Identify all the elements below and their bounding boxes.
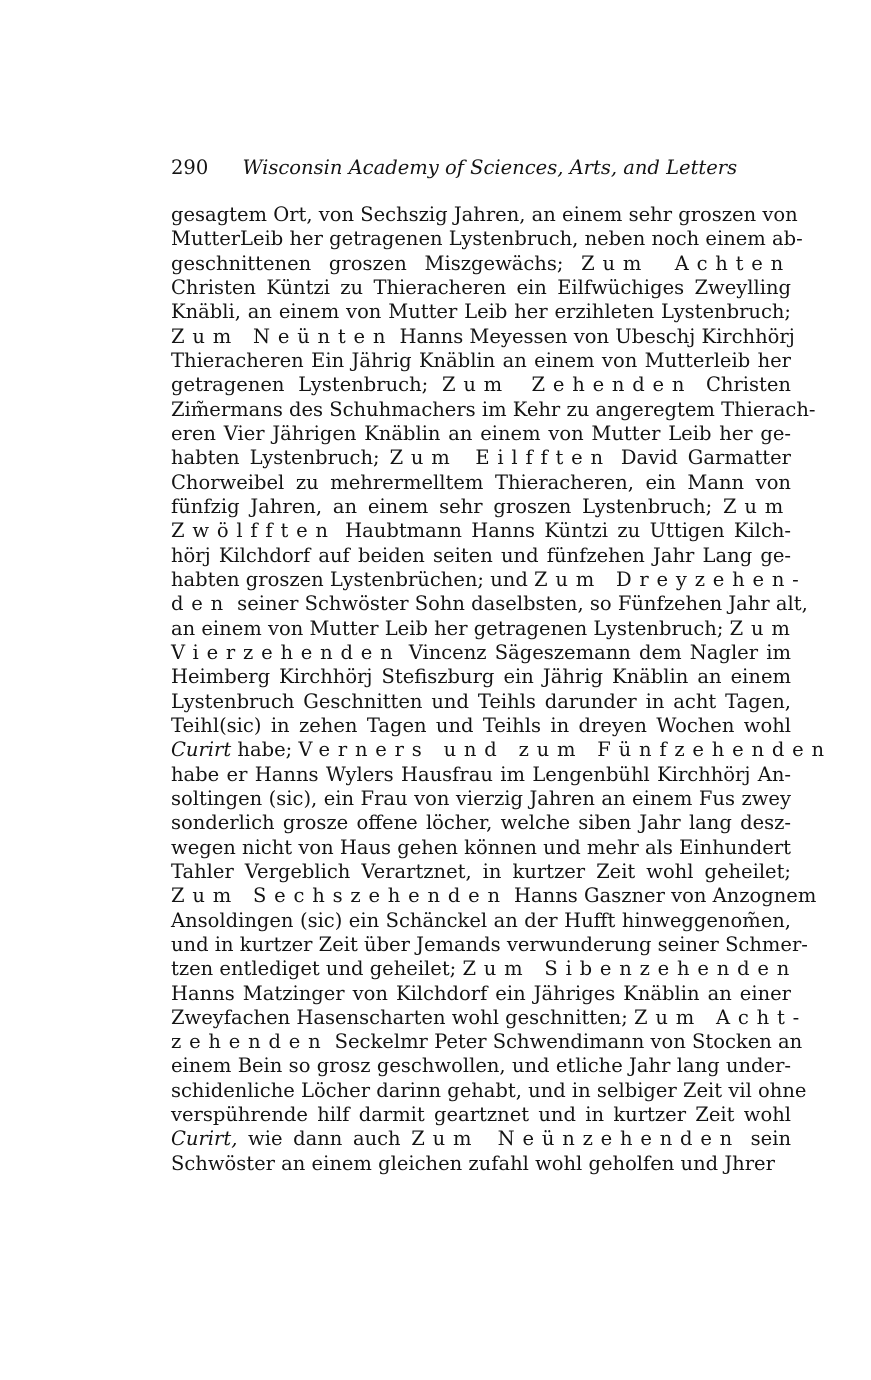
text-line: [171, 787, 791, 811]
spaced-heading-text: Zum Neünten: [171, 324, 394, 348]
text-segment: habe;: [231, 738, 299, 762]
text-line: [171, 641, 791, 665]
text-line: [171, 738, 832, 762]
text-line: [171, 763, 791, 787]
text-segment: Hanns Matzinger von Kilchdorf ein Jähriges Knäblin an einer: [171, 981, 791, 1005]
text-segment: habten groszen Lystenbrüchen; und: [171, 567, 534, 591]
spaced-heading-text: Verners und zum Fünfzehenden: [298, 738, 832, 762]
text-segment: Christen Küntzi zu Thieracheren ein Eilfwüchiges Zweylling: [171, 275, 791, 299]
text-segment: Schwöster an einem gleichen zufahl wohl geholfen und Jhrer: [171, 1151, 775, 1175]
spaced-heading-text: zehenden: [171, 1030, 329, 1054]
page-number: 290: [171, 156, 209, 179]
text-segment: habe er Hanns Wylers Hausfrau im Lengenbühl Kirchhörj An-: [171, 762, 791, 786]
text-segment: sonderlich grosze offene löcher, welche siben Jahr lang desz-: [171, 811, 791, 835]
text-line: [171, 1030, 803, 1054]
text-line: [171, 616, 798, 641]
text-segment: David Garmatter: [610, 446, 791, 470]
text-segment: Chorweibel zu mehrermelltem Thieracheren, ein Mann von: [171, 470, 791, 494]
text-segment: fünfzig Jahren, an einem sehr groszen Lystenbruch;: [171, 494, 723, 518]
text-segment: schidenliche Löcher darinn gehabt, und in selbiger Zeit vil ohne: [171, 1078, 807, 1102]
text-segment: sein: [740, 1127, 792, 1151]
text-line: [171, 592, 808, 616]
text-segment: Seckelmr Peter Schwendimann von Stocken an: [328, 1030, 803, 1054]
italic-text: Curirt,: [171, 1127, 238, 1151]
text-segment: Teihl(sic) in zehen Tagen und Teihls in dreyen Wochen wohl: [171, 713, 791, 737]
text-line: [171, 544, 791, 568]
text-line: [171, 884, 817, 908]
page-header: [171, 153, 738, 183]
text-line: [171, 519, 791, 543]
text-segment: gesagtem Ort, von Sechszig Jahren, an einem sehr groszen von: [171, 203, 798, 226]
text-line: [171, 1103, 791, 1127]
text-line: [171, 373, 791, 397]
text-line: [171, 252, 791, 276]
spaced-heading-text: Zum: [723, 494, 791, 518]
spaced-heading-text: den: [171, 592, 231, 616]
text-segment: Zweyfachen Hasenscharten wohl geschnitten;: [171, 1005, 634, 1029]
text-segment: an einem von Mutter Leib her getragenen Lystenbruch;: [171, 616, 730, 640]
text-segment: getragenen Lystenbruch;: [171, 373, 442, 397]
text-line: [171, 227, 803, 251]
text-line: [171, 665, 791, 689]
text-line: [171, 422, 791, 446]
text-segment: Heimberg Kirchhörj Stefiszburg ein Jährig Knäblin an einem: [171, 665, 791, 689]
text-segment: und in kurtzer Zeit über Jemands verwunderung seiner Schmer-: [171, 932, 808, 956]
running-title: Wisconsin Academy of Sciences, Arts, and Letters: [242, 156, 738, 179]
text-line: [171, 714, 791, 738]
text-segment: Vincenz Sägeszemann dem Nagler im: [400, 640, 791, 664]
text-line: [171, 397, 816, 422]
text-line: [171, 349, 791, 373]
spaced-heading-text: Zum: [729, 616, 798, 640]
spaced-heading-text: Zum Sechszehenden: [171, 884, 508, 908]
text-line: [171, 276, 791, 300]
text-segment: hörj Kilchdorf auf beiden seiten und fünfzehen Jahr Lang ge-: [171, 543, 791, 567]
text-segment: Christen: [692, 373, 791, 397]
text-segment: Hanns Meyessen von Ubeschj Kirchhörj: [393, 324, 795, 348]
text-line: [171, 446, 791, 470]
spaced-heading-text: Zum Neünzehenden: [411, 1127, 741, 1151]
text-line: [171, 567, 807, 592]
text-line: [171, 690, 791, 714]
text-segment: MutterLeib her getragenen Lystenbruch, neben noch einem ab-: [171, 227, 803, 251]
italic-text: Curirt: [171, 738, 232, 762]
text-line: [171, 1127, 791, 1151]
text-segment: Ansoldingen (sic) ein Schänckel an der Hufft hinweggenom̃en,: [171, 908, 791, 932]
text-line: [171, 982, 791, 1006]
text-segment: tzen entlediget und geheilet;: [171, 957, 463, 981]
text-segment: Haubtmann Hanns Küntzi zu Uttigen Kilch-: [335, 519, 791, 543]
text-segment: Knäbli, an einem von Mutter Leib her erzihleten Lystenbruch;: [171, 300, 791, 324]
text-line: [171, 1054, 791, 1078]
text-line: [171, 811, 791, 835]
text-line: [171, 300, 791, 324]
text-segment: seiner Schwöster Sohn daselbsten, so Fünfzehen Jahr alt,: [230, 592, 808, 616]
text-line: [171, 324, 795, 349]
text-segment: wie dann auch: [237, 1127, 412, 1151]
text-segment: Tahler Vergeblich Verartznet, in kurtzer Zeit wohl geheilet;: [171, 859, 791, 883]
text-segment: Thieracheren Ein Jährig Knäblin an einem von Mutterleib her: [171, 348, 791, 372]
text-line: [171, 1152, 791, 1176]
text-line: [171, 860, 791, 884]
text-line: [171, 836, 791, 860]
text-segment: Zim̃ermans des Schuhmachers im Kehr zu angeregtem Thierach-: [171, 397, 816, 421]
text-segment: verspührende hilf darmit geartznet und in kurtzer Zeit wohl: [171, 1103, 791, 1127]
text-segment: geschnittenen groszen Miszgewächs;: [171, 251, 582, 275]
text-line: [171, 1005, 807, 1030]
spaced-heading-text: Zwölfften: [171, 519, 336, 543]
spaced-heading-text: Zum Zehenden: [441, 373, 693, 397]
text-line: [171, 471, 791, 495]
spaced-heading-text: Zum Achten: [581, 251, 791, 275]
spaced-heading-text: Zum Dreyzehen-: [534, 567, 807, 591]
text-segment: habten Lystenbruch;: [171, 446, 390, 470]
spaced-heading-text: Zum Eilfften: [389, 446, 611, 470]
text-line: [171, 495, 791, 519]
text-line: [171, 203, 798, 227]
body-text: [171, 203, 832, 1176]
text-segment: eren Vier Jährigen Knäblin an einem von Mutter Leib her ge-: [171, 421, 791, 445]
text-segment: soltingen (sic), ein Frau von vierzig Jahren an einem Fus zwey: [171, 786, 791, 810]
text-segment: Hanns Gaszner von Anzognem: [507, 884, 817, 908]
spaced-heading-text: Vierzehenden: [171, 640, 401, 664]
text-line: [171, 957, 798, 981]
text-line: [171, 909, 791, 933]
text-segment: einem Bein so grosz geschwollen, und etliche Jahr lang under-: [171, 1054, 791, 1078]
text-line: [171, 1078, 807, 1103]
text-line: [171, 932, 808, 957]
text-segment: wegen nicht von Haus gehen können und mehr als Einhundert: [171, 835, 791, 859]
text-segment: Lystenbruch Geschnitten und Teihls darunder in acht Tagen,: [171, 689, 791, 713]
spaced-heading-text: Zum Sibenzehenden: [462, 957, 798, 981]
spaced-heading-text: Zum Acht-: [634, 1005, 807, 1029]
